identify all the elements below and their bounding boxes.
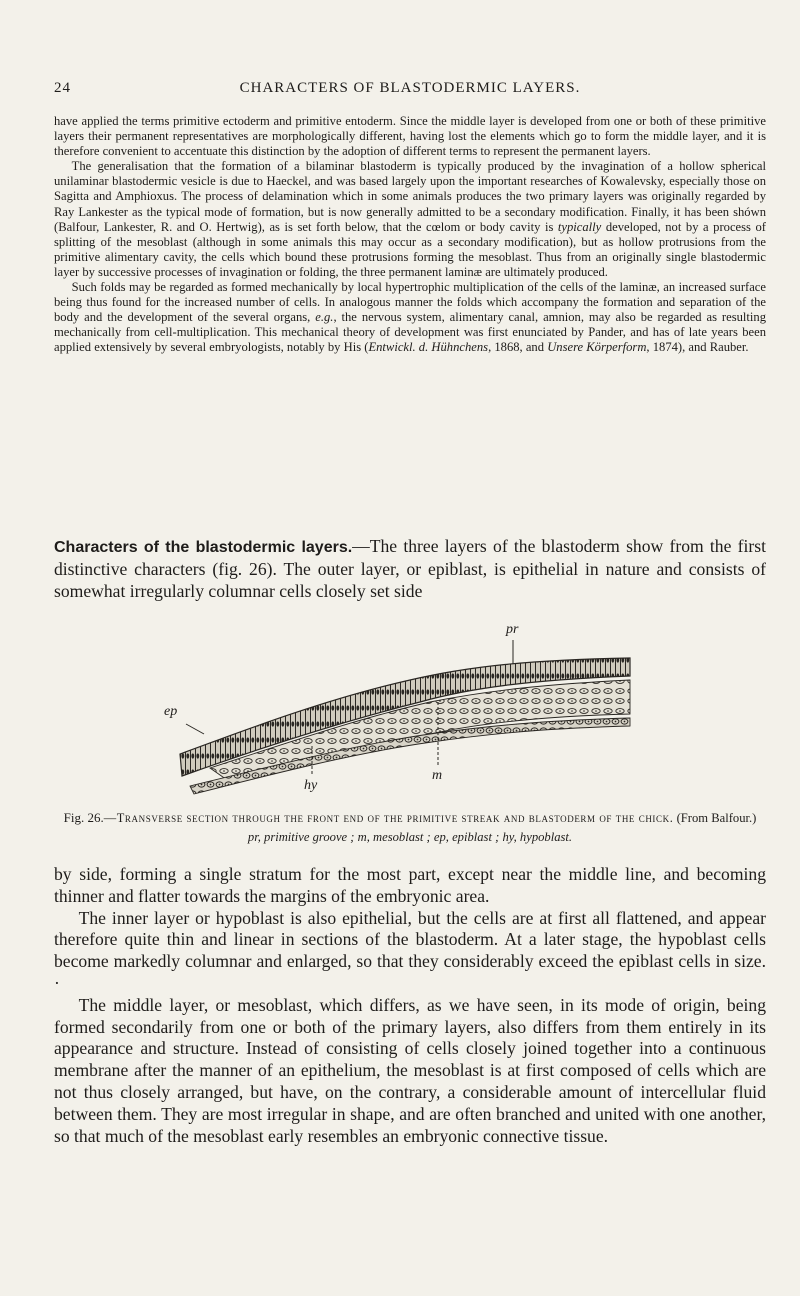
label-pr: pr: [506, 622, 519, 637]
citation-title: Unsere Körperform: [547, 340, 647, 355]
text-run: —The three layers of the blastoderm show from the first distinctive characters (fig. 26). The outer layer, or epiblast, is epithelial in nature and consists of somewhat irregularly columnar cells closely set side: [54, 536, 766, 601]
running-header: [54, 80, 766, 104]
label-m: m: [432, 768, 443, 783]
caption-title: —Transverse section through the front end of the primitive streak and blastoderm of the chick.: [103, 811, 674, 825]
text-run: Such folds may be regarded as formed mechanically by local hypertrophic multiplication of the cells of the laminæ, an increased surface being thus found for the increased number of cells. In analogous manner the folds which accompany the formation and separation of the body and the development of the several organs,: [54, 280, 766, 325]
page-number: 24: [54, 80, 71, 96]
section-text: [54, 536, 766, 602]
text-run: The generalisation that the formation of a bilaminar blastoderm is typically produced by the invagination of a hollow spherical unilaminar blastodermic vesicle is due to Haeckel, and was based largely upon the important researches of Kowalevsky, especially those on Sagitta and Amphioxus. The process of delamination which in some animals produces the two primary layers was originally regarded by Ray Lankester as the typical mode of formation, but is now generally admitted to be a secondary modification. Finally, it has been shówn (Balfour, Lankester, R. and O. Hertwig), as is set forth below, that the cœlom or body cavity is: [54, 159, 766, 234]
figure-26: [164, 622, 640, 800]
text-run: , 1874), and Rauber.: [646, 340, 749, 355]
body-large-text: [54, 864, 766, 1147]
caption-title-line: [54, 808, 766, 828]
paragraph: The middle layer, or mesoblast, which differs, as we have seen, in its mode of origin, being formed secondarily from one or both of the primary layers, also differs from them entirely in its appearance and structure. Instead of consisting of cells closely joined together into a continuous membrane after the manner of an epithelium, the mesoblast is at first composed of cells which are not thus closely arranged, but have, on the contrary, a considerable amount of intercellular fluid between them. They are most irregular in shape, and are often branched and united with one another, so that much of the mesoblast early resembles an embryonic connective tissue.: [54, 994, 766, 1146]
paragraph: [54, 280, 766, 355]
text-run: developed, not by a process of splitting of the mesoblast (although in some animals this may occur as a secondary modification), but as hollow protrusions from the primitive alimentary cavity, the cells which bound these protrusions forming the mesoblast. Thus from an originally single blastodermic layer by successive processes of invagination or folding, the three permanent laminæ are ultimately produced.: [54, 219, 766, 279]
text-run: , the nervous system, alimentary canal, amnion, may also be regarded as resulting mechanically from cell-multiplication. This mechanical theory of development was first enunciated by Pander, and has of late years been applied extensively by several embryologists, notably by His (: [54, 310, 767, 355]
citation-title: Entwickl. d. Hühnchens: [368, 340, 489, 355]
label-ep: ep: [164, 704, 178, 719]
italic-term: e.g.: [315, 310, 334, 325]
figure-caption: [54, 808, 766, 847]
text-run: , 1868, and: [488, 340, 545, 355]
pointer-line-ep: [186, 724, 204, 734]
section-heading: Characters of the blastodermic layers.: [54, 539, 353, 556]
legend-text: pr, primitive groove ; m, mesoblast ; ep, epiblast ; hy, hypoblast.: [247, 830, 573, 844]
section-illustration: [170, 636, 640, 800]
paragraph: [54, 536, 766, 602]
italic-term: typically: [557, 219, 602, 234]
running-title: CHARACTERS OF BLASTODERMIC LAYERS.: [239, 80, 581, 96]
paragraph: [54, 159, 766, 280]
caption-source: (From Balfour.): [676, 811, 757, 825]
paragraph: have applied the terms primitive ectoderm and primitive entoderm. Since the middle layer is developed from one or both of these primitive layers their permanent representatives are morphologically different, having lost the elements which go to form the middle layer, and it is therefore convenient to accentuate this distinction by the adoption of different terms to represent the permanent layers.: [54, 114, 766, 159]
body-small-text: [54, 114, 766, 356]
label-hy: hy: [304, 778, 318, 793]
paragraph: by side, forming a single stratum for the most part, except near the middle line, and becoming thinner and flatter towards the margins of the embryonic area.: [54, 864, 766, 906]
caption-legend: [54, 828, 766, 847]
figure-number: Fig. 26.: [63, 810, 104, 825]
paragraph: The inner layer or hypoblast is also epithelial, but the cells are at first all flattened, and appear therefore quite thin and linear in sections of the blastoderm. At a later stage, the hypoblast cells become markedly columnar and enlarged, so that they considerably exceed the epiblast cells in size. ·: [54, 907, 766, 993]
